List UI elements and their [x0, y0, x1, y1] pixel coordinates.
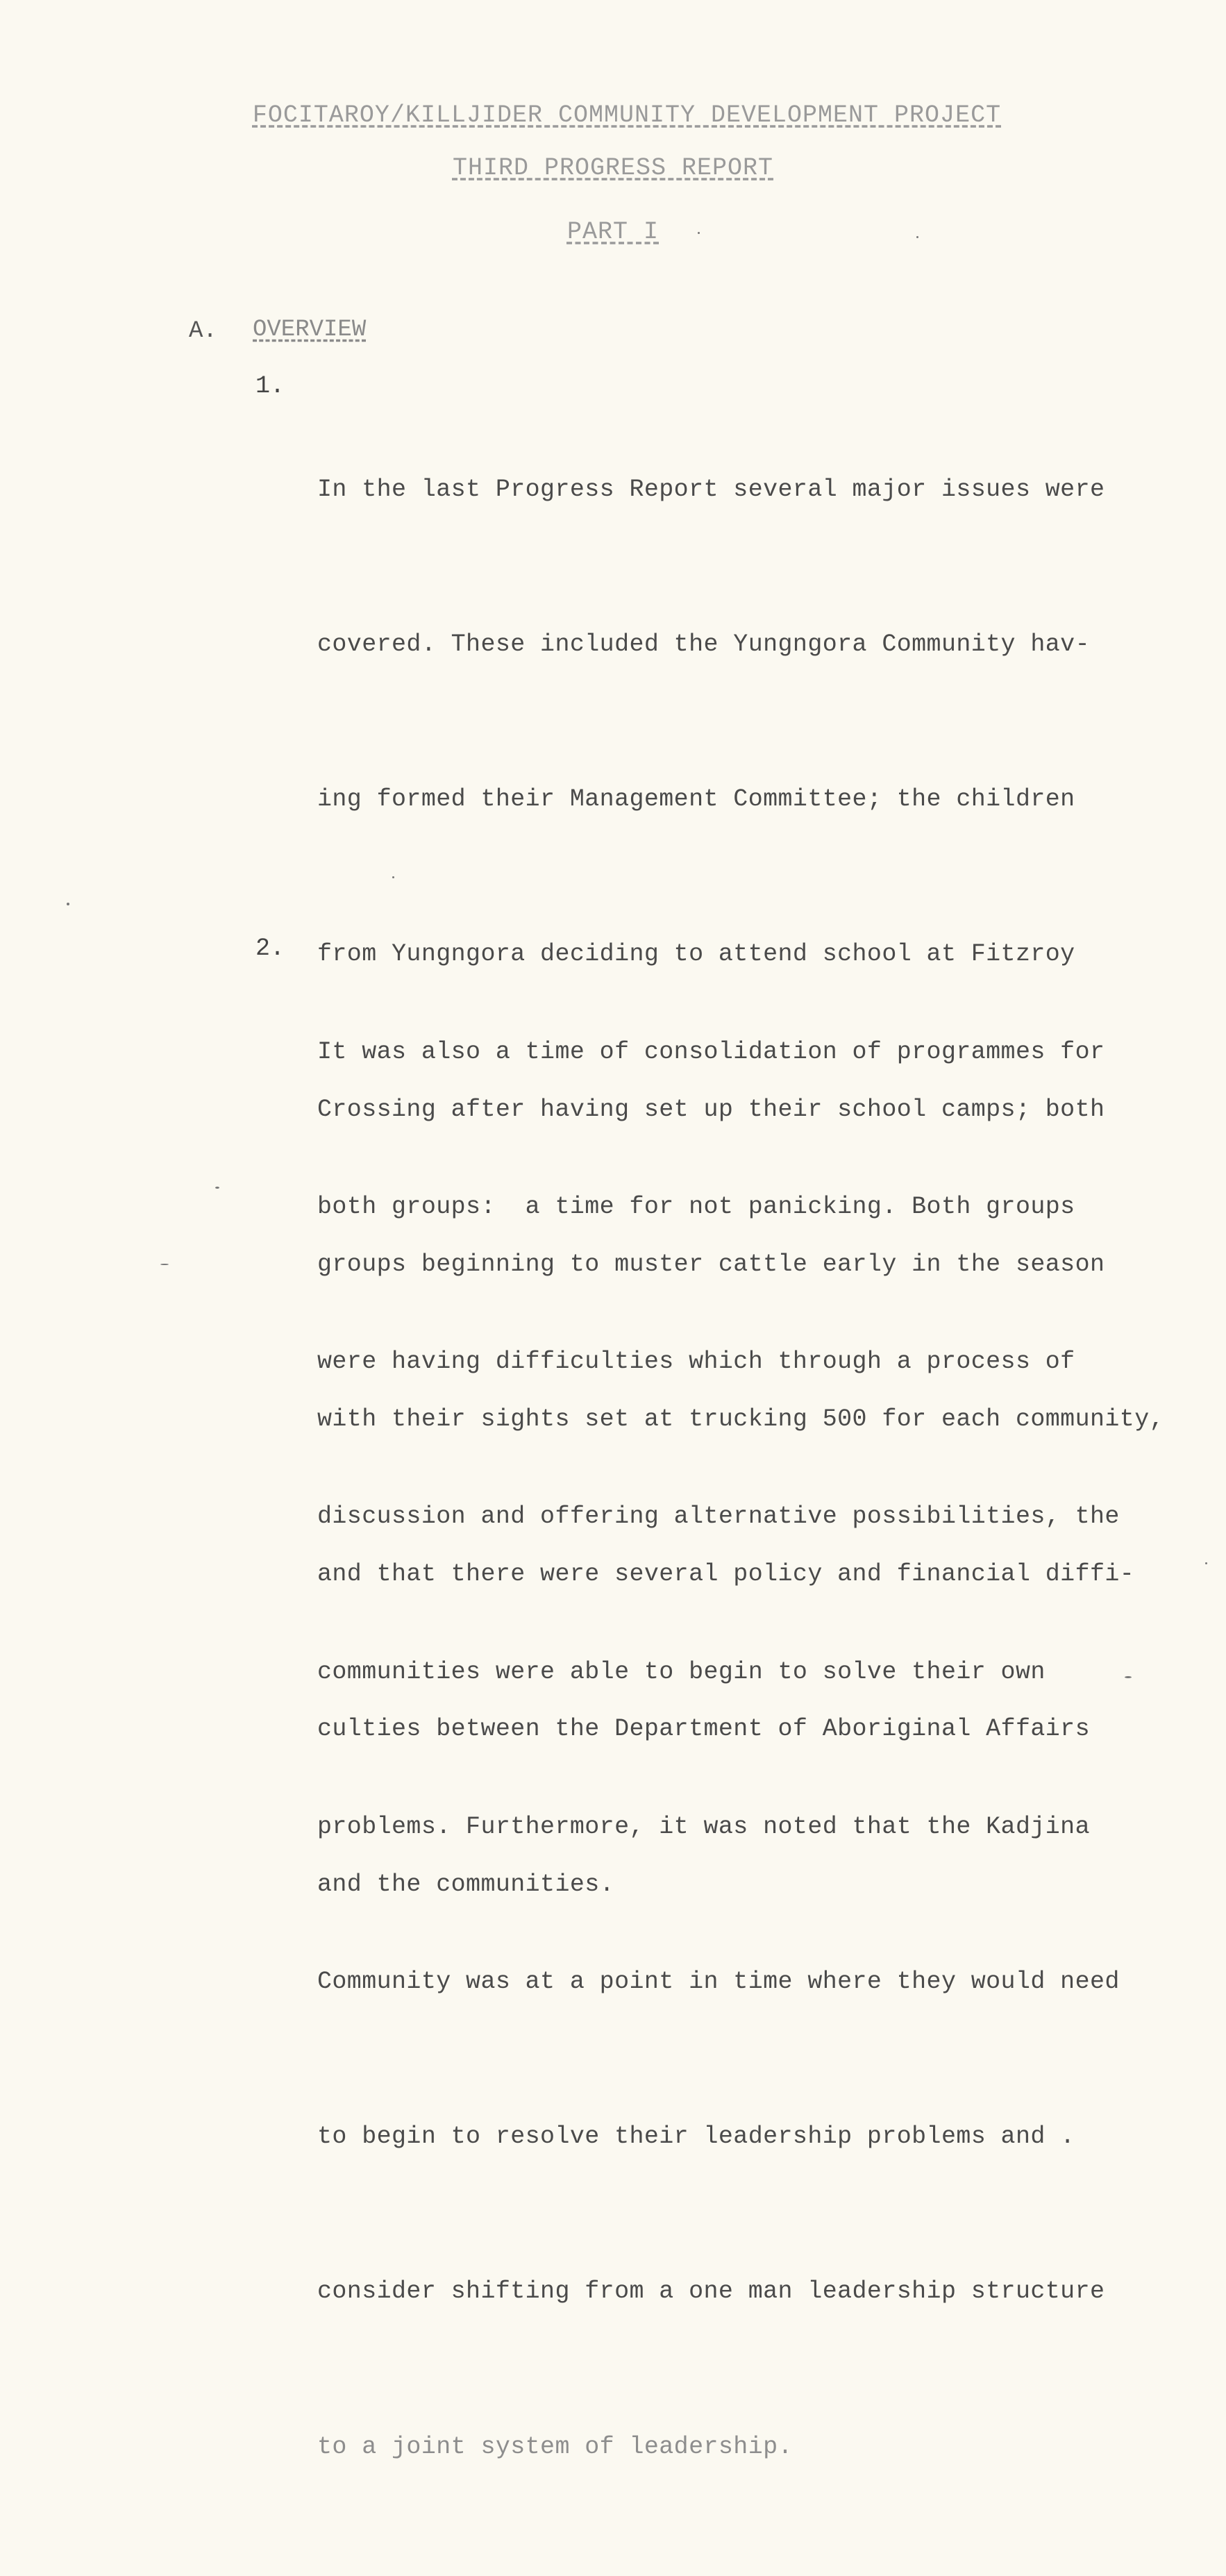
scan-speck: [160, 1264, 169, 1265]
paragraph-line: to begin to resolve their leadership problems and .: [317, 2123, 1075, 2151]
scan-speck: [1205, 1562, 1207, 1564]
paragraph-line: ing formed their Management Committee; the children: [317, 785, 1075, 814]
project-title-text: FOCITAROY/KILLJIDER COMMUNITY DEVELOPMENT PROJECT: [252, 101, 1002, 129]
paragraph-line: covered. These included the Yungngora Community hav-: [317, 630, 1090, 659]
paragraph-line: problems. Furthermore, it was noted that the Kadjina: [317, 1812, 1090, 1841]
scan-speck: [392, 876, 394, 878]
paragraph-line: both groups: a time for not panicking. Both groups: [317, 1193, 1075, 1221]
scan-speck: [916, 236, 918, 238]
paragraph-line: groups beginning to muster cattle early in the season: [317, 1250, 1105, 1278]
paragraph-line: and that there were several policy and financial diffi-: [317, 1560, 1135, 1589]
paragraph-line class-faint: to a joint system of leadership.: [317, 2432, 793, 2461]
scan-speck: [1125, 1676, 1132, 1678]
paragraph-number-1: 1.: [255, 372, 285, 400]
paragraph-line: from Yungngora deciding to attend school at Fitzroy: [317, 940, 1075, 969]
paragraph-line: with their sights set at trucking 500 for each community,: [317, 1405, 1164, 1434]
part-title: [0, 218, 1226, 246]
project-title: [0, 101, 1226, 129]
paragraph-2: [317, 923, 1213, 2576]
paragraph-line: Community was at a point in time where they would need: [317, 1968, 1120, 1996]
section-letter: A.: [189, 318, 217, 344]
paragraph-line: consider shifting from a one man leadership structure: [317, 2277, 1105, 2306]
paragraph-number-2: 2.: [255, 935, 285, 962]
paragraph-line: In the last Progress Report several major issues were: [317, 475, 1105, 503]
paragraph-line: Crossing after having set up their school camps; both: [317, 1095, 1105, 1123]
section-heading: OVERVIEW: [253, 317, 367, 343]
scan-speck: [698, 232, 700, 234]
scan-speck: [215, 1187, 219, 1189]
part-title-text: PART I: [566, 218, 660, 246]
paragraph-line: communities were able to begin to solve their own: [317, 1657, 1046, 1686]
paragraph-line: discussion and offering alternative possibilities, the: [317, 1503, 1120, 1531]
paragraph-line: It was also a time of consolidation of programmes for: [317, 1037, 1105, 1066]
paragraph-line: were having difficulties which through a process of: [317, 1348, 1075, 1376]
paragraph-line: culties between the Department of Aboriginal Affairs: [317, 1715, 1090, 1743]
paragraph-line: and the communities.: [317, 1870, 615, 1898]
report-title-text: THIRD PROGRESS REPORT: [452, 154, 774, 182]
report-title: [0, 154, 1226, 182]
scan-speck: [67, 903, 69, 905]
